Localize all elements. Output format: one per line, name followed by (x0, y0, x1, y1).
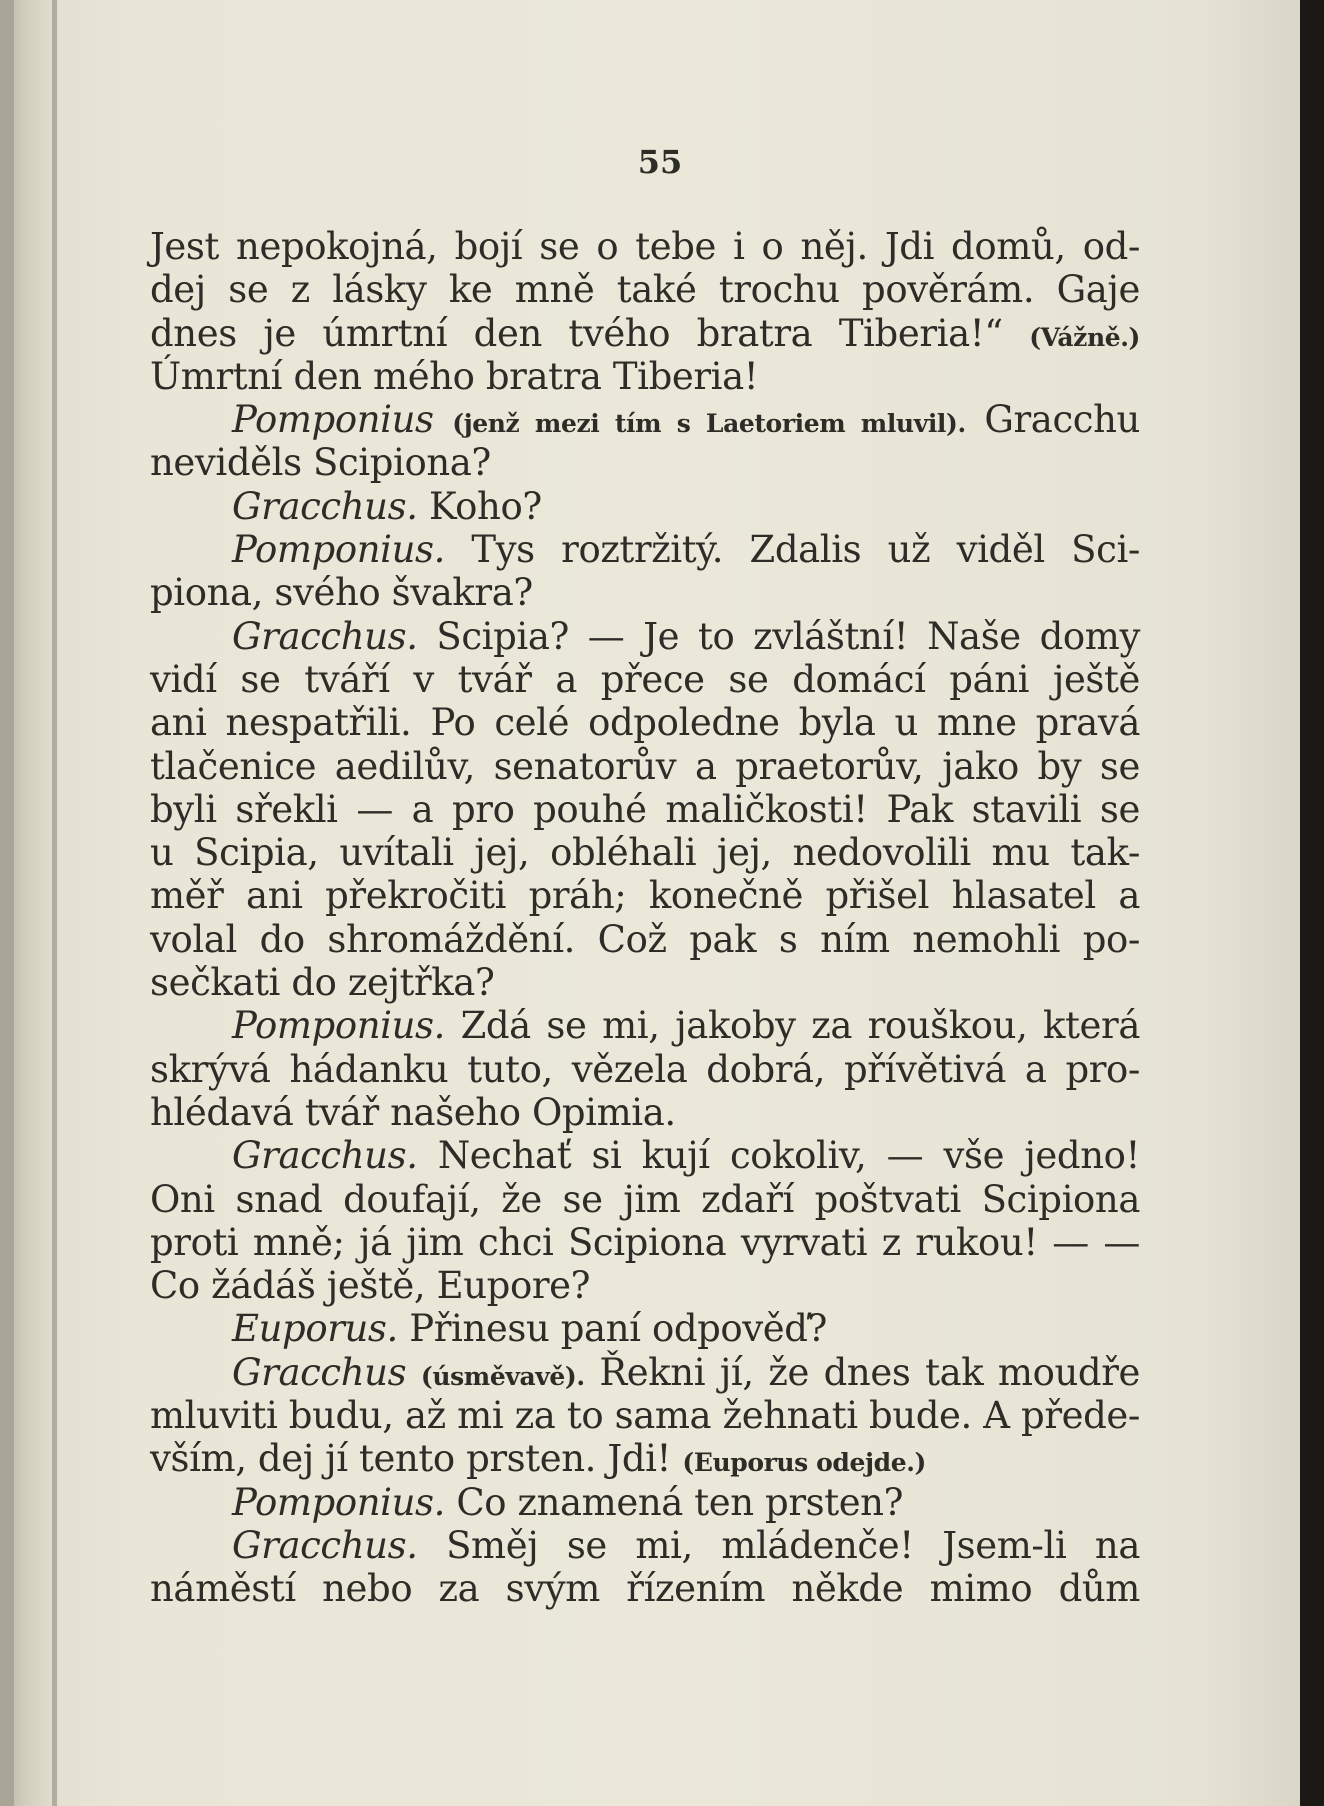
dialogue-line: Euporus. Přinesu paní odpověď? (232, 1307, 827, 1351)
dialogue-line: Gracchus. Směj se mi, mládenče! Jsem-li na (232, 1523, 1140, 1567)
page-gutter-shadow (0, 0, 14, 1806)
stage-direction: (Vážně.) (1029, 322, 1140, 352)
speaker-name: Gracchus. (232, 1523, 418, 1567)
text-line: ani nespatřili. Po celé odpoledne byla u mne pravá (150, 701, 1140, 745)
speaker-name: Pomponius. (232, 1480, 445, 1524)
page-gutter-line (52, 0, 57, 1806)
text-line: Oni snad doufají, že se jim zdaří poštvati Scipiona (150, 1177, 1140, 1221)
speaker-name: Gracchus. (232, 484, 418, 528)
text-line: tlačenice aedilův, senatorův a praetorův, jako by se (150, 744, 1140, 788)
text-line: vším, dej jí tento prsten. Jdi! (Euporus odejde.) (150, 1437, 926, 1481)
speaker-name: Euporus. (232, 1307, 398, 1351)
speaker-name: Gracchus (232, 1350, 407, 1394)
text-line: sečkati do zejtřka? (150, 961, 495, 1005)
text-line: vidí se tváří v tvář a přece se domácí páni ještě (150, 657, 1140, 701)
text-line: proti mně; já jim chci Scipiona vyrvati z rukou! — — (150, 1220, 1140, 1264)
dialogue-line: Pomponius. Co znamená ten prsten? (232, 1480, 904, 1524)
text-line: neviděls Scipiona? (150, 441, 491, 485)
text-line: dej se z lásky ke mně také trochu pověrám. Gaje (150, 268, 1140, 312)
stage-direction: (Euporus odejde.) (682, 1448, 926, 1478)
speaker-name: Pomponius (232, 398, 434, 442)
dialogue-line: Pomponius. Tys roztržitý. Zdalis už viděl Sci- (232, 528, 1140, 572)
text-line: u Scipia, uvítali jej, obléhali jej, nedovolili mu tak- (150, 831, 1140, 875)
stage-direction: (úsměvavě). (420, 1361, 585, 1391)
text-line: Co žádáš ještě, Eupore? (150, 1264, 591, 1308)
stage-direction: (jenž mezi tím s Laetoriem mluvil). (452, 409, 966, 439)
text-line: dnes je úmrtní den tvého bratra Tiberia!“ (Vážně.) (150, 311, 1140, 355)
dialogue-line: Pomponius. Zdá se mi, jakoby za rouškou, která (232, 1004, 1140, 1048)
speaker-name: Pomponius. (232, 528, 445, 572)
speaker-name: Gracchus. (232, 614, 418, 658)
text-line: mluviti budu, až mi za to sama žehnati bude. A přede- (150, 1394, 1140, 1438)
page-content (150, 142, 1140, 1611)
dialogue-line: Gracchus. Nechať si kují cokoliv, — vše jedno! (232, 1134, 1140, 1178)
dialogue-line: Gracchus (úsměvavě). Řekni jí, že dnes tak moudře (232, 1350, 1140, 1394)
page-number: 55 (637, 143, 683, 181)
text-line: byli sřekli — a pro pouhé maličkosti! Pak stavili se (150, 787, 1140, 831)
dialogue-line: Pomponius (jenž mezi tím s Laetoriem mluvil). Gracchu (232, 398, 1140, 442)
text-line: volal do shromáždění. Což pak s ním nemohli po- (150, 917, 1140, 961)
speaker-name: Gracchus. (232, 1134, 418, 1178)
text-line: měř ani překročiti práh; konečně přišel hlasatel a (150, 874, 1140, 918)
text-line: náměstí nebo za svým řízením někde mimo dům (150, 1567, 1140, 1611)
text-line: Úmrtní den mého bratra Tiberia! (150, 354, 759, 398)
text-line: Jest nepokojná, bojí se o tebe i o něj. Jdi domů, od- (150, 225, 1140, 268)
dialogue-line: Gracchus. Koho? (232, 484, 542, 528)
text-line: piona, svého švakra? (150, 571, 533, 615)
speaker-name: Pomponius. (232, 1004, 445, 1048)
text-line: hlédavá tvář našeho Opimia. (150, 1090, 676, 1134)
text-line: skrývá hádanku tuto, vězela dobrá, přívětivá a pro- (150, 1047, 1140, 1091)
dialogue-line: Gracchus. Scipia? — Je to zvláštní! Naše domy (232, 614, 1140, 658)
